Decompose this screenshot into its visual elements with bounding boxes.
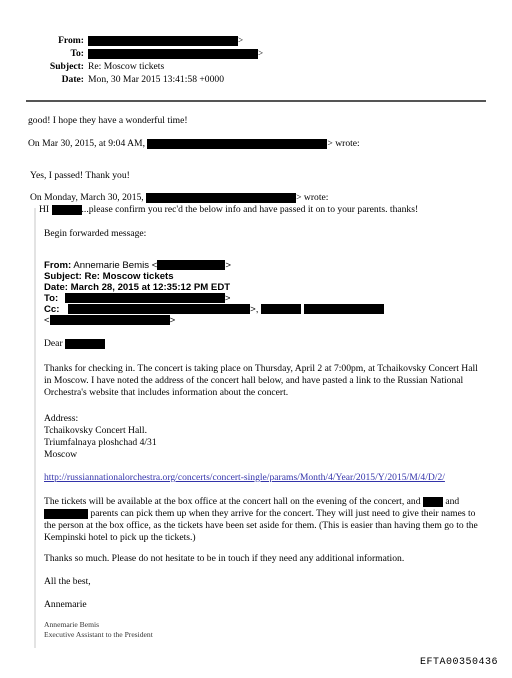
- fwd-subject: Re: Moscow tickets: [84, 271, 174, 282]
- quote-2-suffix: > wrote:: [296, 192, 329, 203]
- reply-line-2: Yes, I passed! Thank you!: [30, 170, 130, 181]
- address-line-2: Triumfalnaya ploshchad 4/31: [44, 437, 157, 448]
- redaction-block: [147, 139, 327, 149]
- redaction-block: [65, 339, 105, 349]
- hi-line: [39, 204, 418, 216]
- signature: Annemarie: [44, 599, 87, 610]
- p2-part-c: parents can pick them up when they arrive for the concert. They will just need to give their names to the person at the box office, as the tickets have been set aside for them. (This is easier than having them go to the Kempinski hotel to pick up the tickets.): [44, 508, 478, 543]
- header-to-gt: >: [258, 48, 264, 58]
- fwd-from-end: >: [225, 260, 231, 271]
- signature-name: Annemarie Bemis: [44, 620, 100, 629]
- dear-word: Dear: [44, 338, 63, 349]
- redaction-block: [50, 315, 170, 325]
- redaction-block: [88, 49, 258, 59]
- quote-bar: [34, 208, 36, 648]
- letter-paragraph-1: Thanks for checking in. The concert is taking place on Thursday, April 2 at 7:00pm, at Tchaikovsky Concert Hall in Moscow. I have noted the address of the concert hall below, and have pasted a link to the Russian National Orchestra's website that includes information about the concert.: [44, 363, 478, 398]
- concert-link[interactable]: http://russiannationalorchestra.org/concerts/concert-single/params/Month/4/Year/2015/Y/2015/M/4/D/2/: [44, 472, 445, 483]
- header-from-label: From:: [58, 35, 84, 46]
- p2-part-b: and: [445, 496, 460, 507]
- hi-word: HI: [39, 204, 50, 215]
- header-date-row: [36, 74, 224, 86]
- fwd-cc-lt: <: [44, 315, 50, 326]
- fwd-date-label: Date:: [44, 282, 68, 293]
- redaction-block: [52, 205, 82, 215]
- redaction-block: [65, 293, 225, 303]
- fwd-to-gt: >: [224, 293, 231, 304]
- redaction-block: [304, 304, 384, 314]
- closing: All the best,: [44, 576, 91, 587]
- redaction-block: [68, 304, 250, 314]
- header-date-label: Date:: [61, 74, 84, 85]
- header-to-row: [36, 47, 263, 60]
- fwd-cc-row: Cc: >,: [44, 304, 384, 316]
- quote-1-prefix: On Mar 30, 2015, at 9:04 AM,: [28, 138, 145, 149]
- redaction-block: [423, 497, 443, 507]
- redaction-block: [146, 193, 296, 203]
- reply-line-1: good! I hope they have a wonderful time!: [28, 115, 188, 126]
- letter-paragraph-3: Thanks so much. Please do not hesitate to be in touch if they need any additional information.: [44, 553, 405, 564]
- header-from-row: [36, 34, 243, 47]
- address-label: Address:: [44, 413, 79, 424]
- p2-part-a: The tickets will be available at the box office at the concert hall on the evening of the concert, and: [44, 496, 421, 507]
- quote-line-2: [30, 192, 328, 204]
- address-line-1: Tchaikovsky Concert Hall.: [44, 425, 147, 436]
- header-from-gt: >: [238, 35, 244, 45]
- fwd-subject-label: Subject:: [44, 271, 82, 282]
- header-divider: [26, 100, 486, 102]
- begin-forwarded: Begin forwarded message:: [44, 228, 147, 239]
- header-subject-row: [36, 61, 164, 73]
- header-date: Mon, 30 Mar 2015 13:41:58 +0000: [88, 74, 224, 85]
- fwd-from-name: Annemarie Bemis <: [73, 260, 158, 271]
- fwd-cc-row-2: [44, 315, 175, 327]
- quote-line-1: [28, 138, 360, 150]
- hi-rest: ...please confirm you rec'd the below info and have passed it on to your parents. thanks!: [81, 204, 419, 215]
- dear-line: [44, 338, 105, 350]
- document-id: EFTA00350436: [419, 657, 498, 668]
- address-line-3: Moscow: [44, 449, 78, 460]
- quote-2-prefix: On Monday, March 30, 2015,: [30, 192, 144, 203]
- quote-1-suffix: > wrote:: [327, 138, 360, 149]
- letter-paragraph-2: [44, 496, 484, 544]
- concert-link-row: [44, 472, 445, 484]
- header-subject: Re: Moscow tickets: [88, 61, 165, 72]
- redaction-block: [88, 36, 238, 46]
- redaction-block: [157, 260, 225, 270]
- fwd-cc-gt: >: [250, 304, 256, 315]
- redaction-block: [44, 509, 88, 519]
- fwd-date: March 28, 2015 at 12:35:12 PM EDT: [70, 282, 231, 293]
- fwd-from-label: From:: [44, 260, 72, 271]
- header-to-label: To:: [70, 48, 84, 59]
- fwd-cc-gt-2: >: [169, 315, 176, 326]
- redaction-block: [261, 304, 301, 314]
- fwd-to-label: To:: [44, 293, 59, 304]
- header-subject-label: Subject:: [49, 61, 84, 72]
- signature-title: Executive Assistant to the President: [44, 630, 153, 639]
- fwd-cc-label: Cc:: [44, 304, 60, 315]
